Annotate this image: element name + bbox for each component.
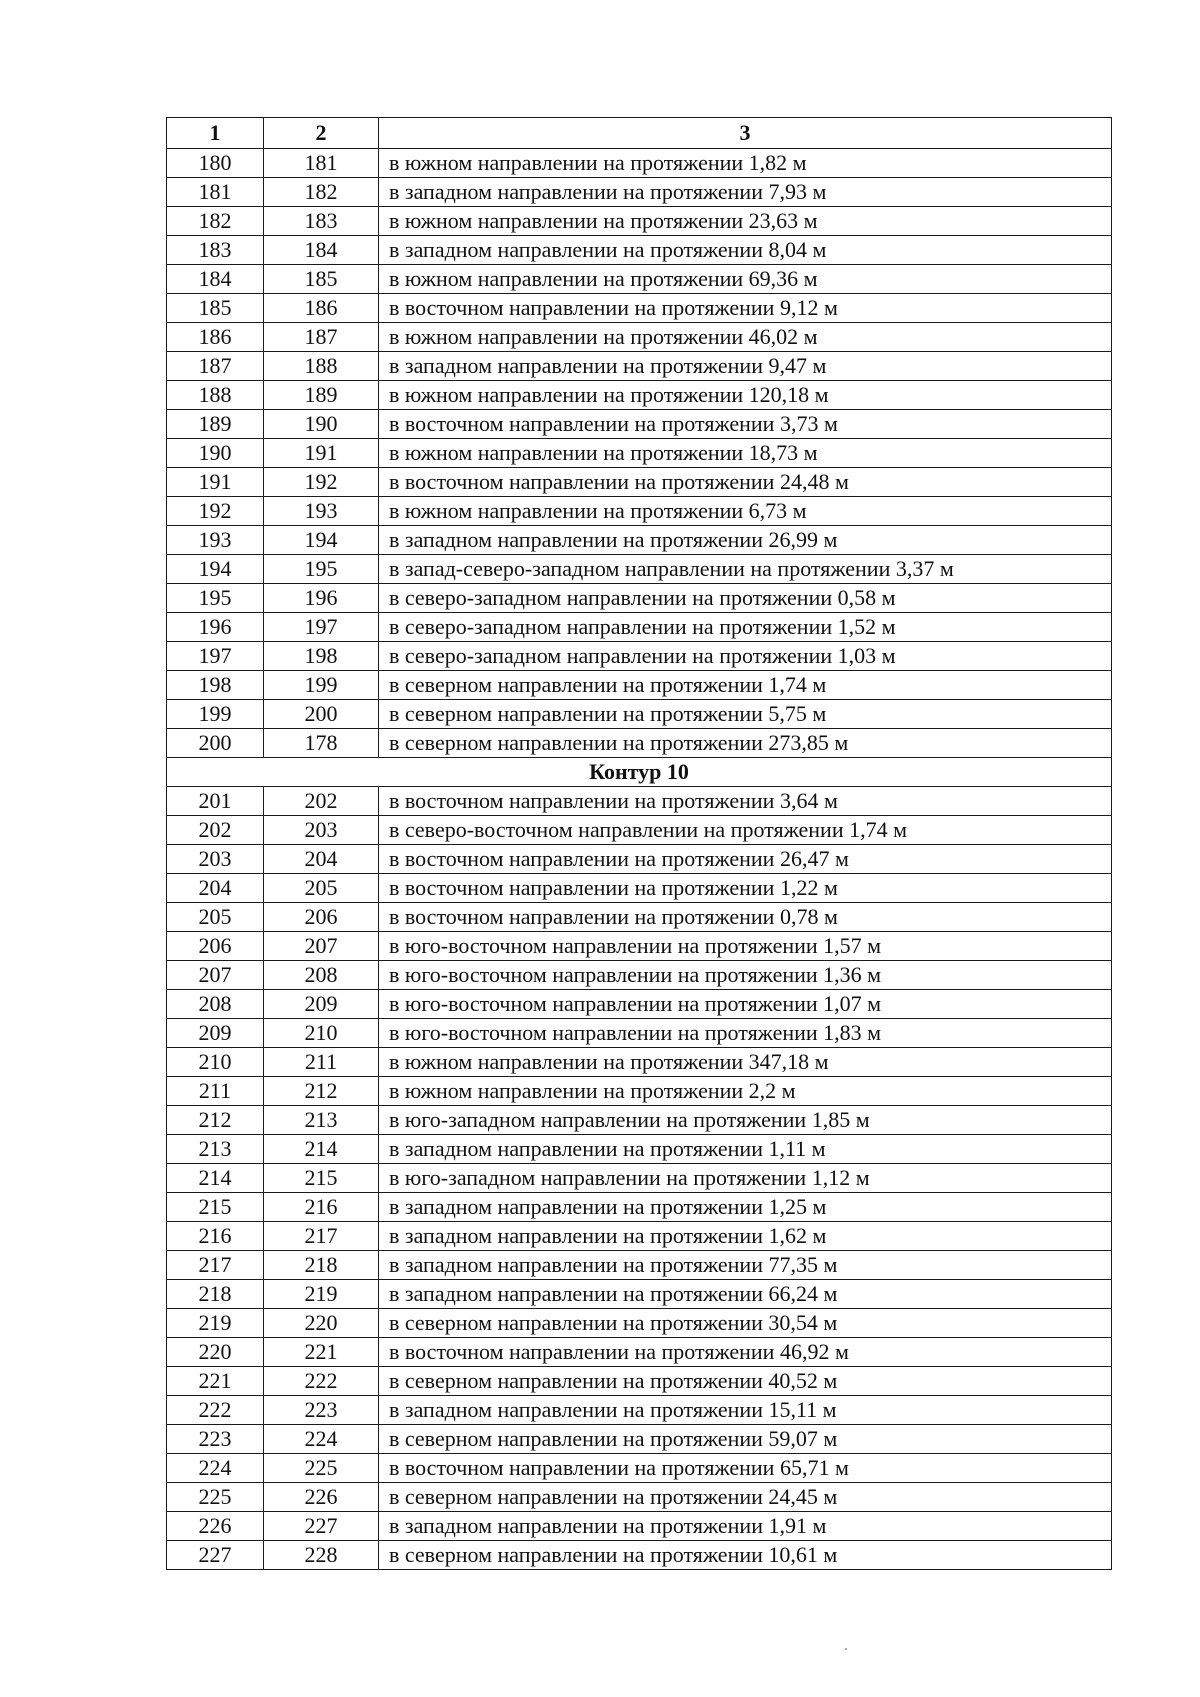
from-point-cell: 180 [167,149,264,178]
to-point-cell: 185 [264,265,379,294]
to-point-cell: 198 [264,642,379,671]
from-point-cell: 191 [167,468,264,497]
description-cell: в северо-западном направлении на протяжении 0,58 м [379,584,1112,613]
table-row [167,932,1112,961]
from-point-cell: 187 [167,352,264,381]
from-point-cell: 212 [167,1106,264,1135]
table-row [167,265,1112,294]
to-point-cell: 204 [264,845,379,874]
to-point-cell: 211 [264,1048,379,1077]
table-row [167,149,1112,178]
table-row [167,1019,1112,1048]
table-row [167,1367,1112,1396]
to-point-cell: 193 [264,497,379,526]
to-point-cell: 217 [264,1222,379,1251]
description-cell: в восточном направлении на протяжении 65,71 м [379,1454,1112,1483]
description-cell: в запад-северо-западном направлении на протяжении 3,37 м [379,555,1112,584]
description-cell: в восточном направлении на протяжении 3,64 м [379,787,1112,816]
table-row [167,671,1112,700]
to-point-cell: 210 [264,1019,379,1048]
from-point-cell: 210 [167,1048,264,1077]
to-point-cell: 216 [264,1193,379,1222]
header-row [167,118,1112,149]
description-cell: в юго-западном направлении на протяжении 1,12 м [379,1164,1112,1193]
from-point-cell: 201 [167,787,264,816]
description-cell: в южном направлении на протяжении 120,18 м [379,381,1112,410]
to-point-cell: 192 [264,468,379,497]
table-row [167,294,1112,323]
from-point-cell: 207 [167,961,264,990]
column-header-to-point: 2 [264,118,379,149]
to-point-cell: 190 [264,410,379,439]
description-cell: в восточном направлении на протяжении 26,47 м [379,845,1112,874]
description-cell: в западном направлении на протяжении 26,99 м [379,526,1112,555]
description-cell: в южном направлении на протяжении 6,73 м [379,497,1112,526]
from-point-cell: 222 [167,1396,264,1425]
from-point-cell: 192 [167,497,264,526]
from-point-cell: 193 [167,526,264,555]
to-point-cell: 197 [264,613,379,642]
description-cell: в западном направлении на протяжении 1,62 м [379,1222,1112,1251]
description-cell: в юго-восточном направлении на протяжении 1,36 м [379,961,1112,990]
table-row [167,526,1112,555]
from-point-cell: 189 [167,410,264,439]
from-point-cell: 181 [167,178,264,207]
table-row [167,1338,1112,1367]
from-point-cell: 224 [167,1454,264,1483]
to-point-cell: 181 [264,149,379,178]
to-point-cell: 195 [264,555,379,584]
to-point-cell: 205 [264,874,379,903]
from-point-cell: 223 [167,1425,264,1454]
table-row [167,874,1112,903]
to-point-cell: 182 [264,178,379,207]
table-row [167,323,1112,352]
from-point-cell: 197 [167,642,264,671]
table-body-part-2 [167,787,1112,1570]
from-point-cell: 188 [167,381,264,410]
table-row [167,990,1112,1019]
description-cell: в северном направлении на протяжении 10,61 м [379,1541,1112,1570]
section-divider [167,758,1112,787]
boundary-description-table [166,117,1112,1570]
to-point-cell: 223 [264,1396,379,1425]
from-point-cell: 205 [167,903,264,932]
to-point-cell: 214 [264,1135,379,1164]
table-row [167,381,1112,410]
to-point-cell: 178 [264,729,379,758]
to-point-cell: 202 [264,787,379,816]
table-row [167,1251,1112,1280]
table-body-part-1 [167,149,1112,758]
table-row [167,1396,1112,1425]
table-row [167,700,1112,729]
table-row [167,468,1112,497]
description-cell: в западном направлении на протяжении 66,24 м [379,1280,1112,1309]
table-row [167,1454,1112,1483]
from-point-cell: 204 [167,874,264,903]
to-point-cell: 199 [264,671,379,700]
description-cell: в северном направлении на протяжении 24,45 м [379,1483,1112,1512]
to-point-cell: 191 [264,439,379,468]
description-cell: в юго-восточном направлении на протяжении 1,57 м [379,932,1112,961]
description-cell: в западном направлении на протяжении 7,93 м [379,178,1112,207]
description-cell: в восточном направлении на протяжении 0,78 м [379,903,1112,932]
table-row [167,1077,1112,1106]
to-point-cell: 200 [264,700,379,729]
description-cell: в юго-восточном направлении на протяжении 1,83 м [379,1019,1112,1048]
description-cell: в восточном направлении на протяжении 1,22 м [379,874,1112,903]
description-cell: в северном направлении на протяжении 40,52 м [379,1367,1112,1396]
table-header [167,118,1112,149]
to-point-cell: 208 [264,961,379,990]
to-point-cell: 189 [264,381,379,410]
from-point-cell: 202 [167,816,264,845]
from-point-cell: 199 [167,700,264,729]
description-cell: в южном направлении на протяжении 69,36 м [379,265,1112,294]
to-point-cell: 224 [264,1425,379,1454]
section-row [167,758,1112,787]
from-point-cell: 208 [167,990,264,1019]
description-cell: в восточном направлении на протяжении 24,48 м [379,468,1112,497]
table-row [167,236,1112,265]
description-cell: в южном направлении на протяжении 347,18 м [379,1048,1112,1077]
description-cell: в южном направлении на протяжении 23,63 м [379,207,1112,236]
to-point-cell: 219 [264,1280,379,1309]
from-point-cell: 226 [167,1512,264,1541]
to-point-cell: 221 [264,1338,379,1367]
to-point-cell: 225 [264,1454,379,1483]
from-point-cell: 214 [167,1164,264,1193]
table-row [167,1106,1112,1135]
description-cell: в западном направлении на протяжении 9,47 м [379,352,1112,381]
to-point-cell: 212 [264,1077,379,1106]
table-row [167,410,1112,439]
to-point-cell: 183 [264,207,379,236]
table-row [167,1280,1112,1309]
from-point-cell: 227 [167,1541,264,1570]
description-cell: в северном направлении на протяжении 1,74 м [379,671,1112,700]
table-row [167,816,1112,845]
from-point-cell: 218 [167,1280,264,1309]
description-cell: в западном направлении на протяжении 77,35 м [379,1251,1112,1280]
to-point-cell: 228 [264,1541,379,1570]
to-point-cell: 226 [264,1483,379,1512]
to-point-cell: 203 [264,816,379,845]
table-row [167,613,1112,642]
to-point-cell: 215 [264,1164,379,1193]
from-point-cell: 184 [167,265,264,294]
description-cell: в западном направлении на протяжении 1,91 м [379,1512,1112,1541]
from-point-cell: 209 [167,1019,264,1048]
to-point-cell: 194 [264,526,379,555]
description-cell: в северном направлении на протяжении 5,75 м [379,700,1112,729]
description-cell: в восточном направлении на протяжении 9,12 м [379,294,1112,323]
description-cell: в восточном направлении на протяжении 3,73 м [379,410,1112,439]
column-header-description: 3 [379,118,1112,149]
to-point-cell: 186 [264,294,379,323]
from-point-cell: 225 [167,1483,264,1512]
description-cell: в северо-восточном направлении на протяжении 1,74 м [379,816,1112,845]
table-row [167,352,1112,381]
from-point-cell: 186 [167,323,264,352]
description-cell: в западном направлении на протяжении 8,04 м [379,236,1112,265]
from-point-cell: 183 [167,236,264,265]
table-row [167,584,1112,613]
description-cell: в восточном направлении на протяжении 46,92 м [379,1338,1112,1367]
table-row [167,1541,1112,1570]
from-point-cell: 215 [167,1193,264,1222]
table-row [167,1222,1112,1251]
from-point-cell: 221 [167,1367,264,1396]
description-cell: в северном направлении на протяжении 59,07 м [379,1425,1112,1454]
table-row [167,1164,1112,1193]
table-row [167,1048,1112,1077]
from-point-cell: 198 [167,671,264,700]
from-point-cell: 220 [167,1338,264,1367]
table-row [167,729,1112,758]
from-point-cell: 200 [167,729,264,758]
description-cell: в юго-восточном направлении на протяжении 1,07 м [379,990,1112,1019]
to-point-cell: 218 [264,1251,379,1280]
to-point-cell: 196 [264,584,379,613]
from-point-cell: 185 [167,294,264,323]
from-point-cell: 190 [167,439,264,468]
table-row [167,1309,1112,1338]
from-point-cell: 196 [167,613,264,642]
description-cell: в северном направлении на протяжении 273,85 м [379,729,1112,758]
description-cell: в северном направлении на протяжении 30,54 м [379,1309,1112,1338]
table-row [167,497,1112,526]
from-point-cell: 182 [167,207,264,236]
to-point-cell: 188 [264,352,379,381]
description-cell: в южном направлении на протяжении 46,02 м [379,323,1112,352]
to-point-cell: 206 [264,903,379,932]
table-row [167,961,1112,990]
description-cell: в северо-западном направлении на протяжении 1,03 м [379,642,1112,671]
table-row [167,555,1112,584]
to-point-cell: 207 [264,932,379,961]
description-cell: в южном направлении на протяжении 18,73 м [379,439,1112,468]
to-point-cell: 220 [264,1309,379,1338]
from-point-cell: 219 [167,1309,264,1338]
from-point-cell: 217 [167,1251,264,1280]
from-point-cell: 211 [167,1077,264,1106]
scan-speck [845,1648,847,1650]
from-point-cell: 213 [167,1135,264,1164]
table-row [167,1512,1112,1541]
from-point-cell: 206 [167,932,264,961]
table-row [167,1425,1112,1454]
from-point-cell: 195 [167,584,264,613]
to-point-cell: 222 [264,1367,379,1396]
from-point-cell: 216 [167,1222,264,1251]
description-cell: в западном направлении на протяжении 1,11 м [379,1135,1112,1164]
table-row [167,1135,1112,1164]
table-row [167,178,1112,207]
table-row [167,207,1112,236]
description-cell: в западном направлении на протяжении 1,25 м [379,1193,1112,1222]
table-row [167,787,1112,816]
table-row [167,642,1112,671]
description-cell: в западном направлении на протяжении 15,11 м [379,1396,1112,1425]
table-row [167,903,1112,932]
table-row [167,1193,1112,1222]
to-point-cell: 187 [264,323,379,352]
from-point-cell: 203 [167,845,264,874]
table-row [167,845,1112,874]
section-title: Контур 10 [167,758,1112,787]
to-point-cell: 227 [264,1512,379,1541]
column-header-from-point: 1 [167,118,264,149]
table-row [167,439,1112,468]
to-point-cell: 184 [264,236,379,265]
description-cell: в юго-западном направлении на протяжении 1,85 м [379,1106,1112,1135]
to-point-cell: 213 [264,1106,379,1135]
from-point-cell: 194 [167,555,264,584]
description-cell: в южном направлении на протяжении 1,82 м [379,149,1112,178]
description-cell: в южном направлении на протяжении 2,2 м [379,1077,1112,1106]
to-point-cell: 209 [264,990,379,1019]
description-cell: в северо-западном направлении на протяжении 1,52 м [379,613,1112,642]
table-row [167,1483,1112,1512]
